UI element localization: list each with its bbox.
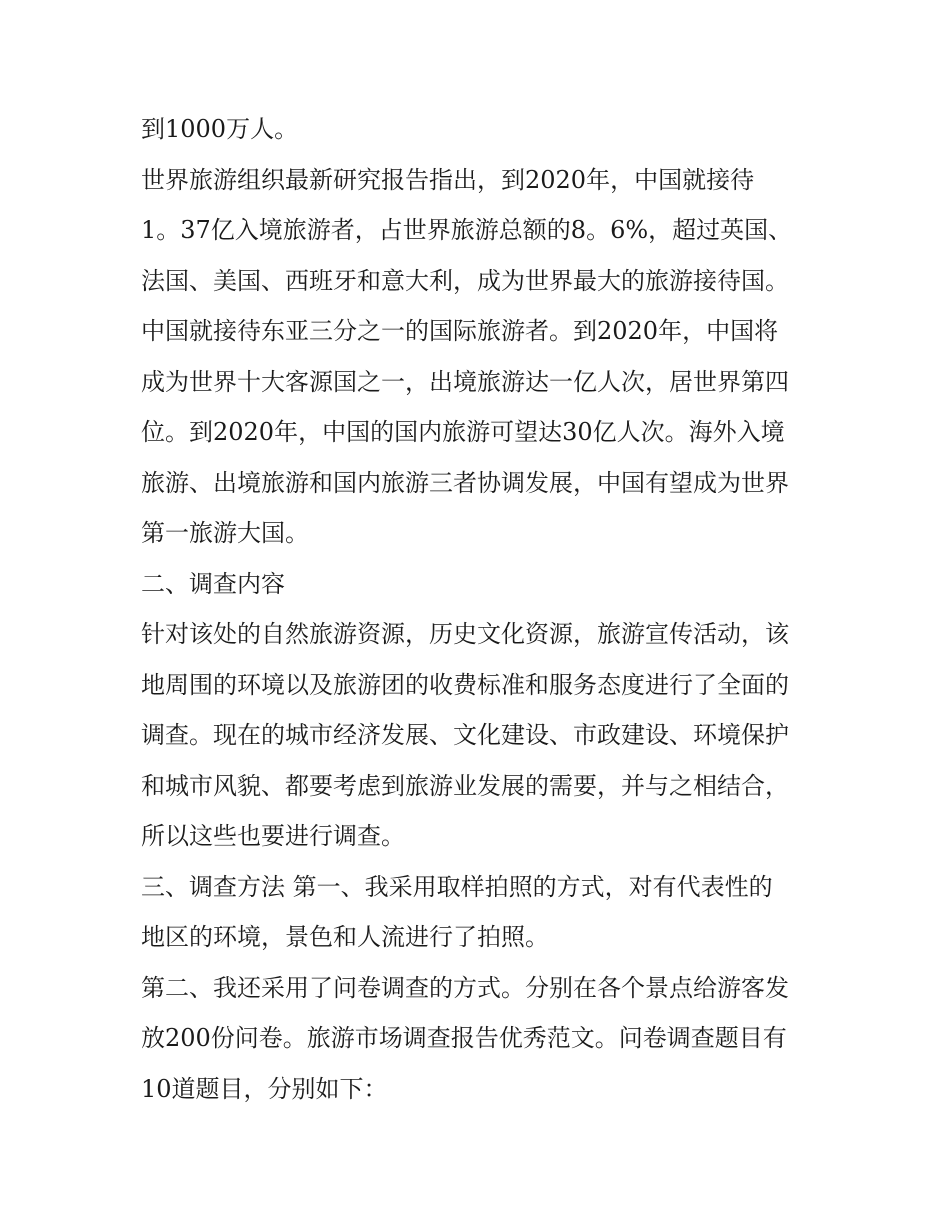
- text-line: 位。到2020年，中国的国内旅游可望达30亿人次。海外入境: [141, 418, 785, 446]
- body-text: [141, 104, 821, 1114]
- text-line: 1。37亿入境旅游者，占世界旅游总额的8。6%，超过英国、: [141, 216, 793, 244]
- text-line: 10道题目，分别如下：: [141, 1074, 388, 1103]
- text-line: 旅游、出境旅游和国内旅游三者协调发展，中国有望成为世界: [141, 468, 789, 497]
- text-line: 放200份问卷。旅游市场调查报告优秀范文。问卷调查题目有: [141, 1024, 787, 1052]
- section-heading: 三、调查方法 第一、我采用取样拍照的方式，对有代表性的: [141, 872, 773, 901]
- text-line: 第一旅游大国。: [141, 519, 309, 547]
- text-line: 地周围的环境以及旅游团的收费标准和服务态度进行了全面的: [141, 670, 789, 699]
- text-line: 所以这些也要进行调查。: [141, 822, 405, 850]
- text-line: 第二、我还采用了问卷调查的方式。分别在各个景点给游客发: [141, 973, 789, 1002]
- text-line: 世界旅游组织最新研究报告指出，到2020年，中国就接待: [141, 165, 755, 194]
- text-line: 中国就接待东亚三分之一的国际旅游者。到2020年，中国将: [141, 317, 779, 345]
- text-line: 和城市风貌、都要考虑到旅游业发展的需要，并与之相结合，: [141, 771, 789, 800]
- text-line: 到1000万人。: [141, 115, 299, 143]
- text-line: 地区的环境，景色和人流进行了拍照。: [141, 923, 549, 951]
- section-heading: 二、调查内容: [141, 569, 285, 598]
- text-line: 法国、美国、西班牙和意大利，成为世界最大的旅游接待国。: [141, 266, 789, 295]
- text-line: 针对该处的自然旅游资源，历史文化资源，旅游宣传活动，该: [141, 620, 789, 648]
- text-line: 调查。现在的城市经济发展、文化建设、市政建设、环境保护: [141, 721, 789, 749]
- text-line: 成为世界十大客源国之一，出境旅游达一亿人次，居世界第四: [141, 367, 789, 396]
